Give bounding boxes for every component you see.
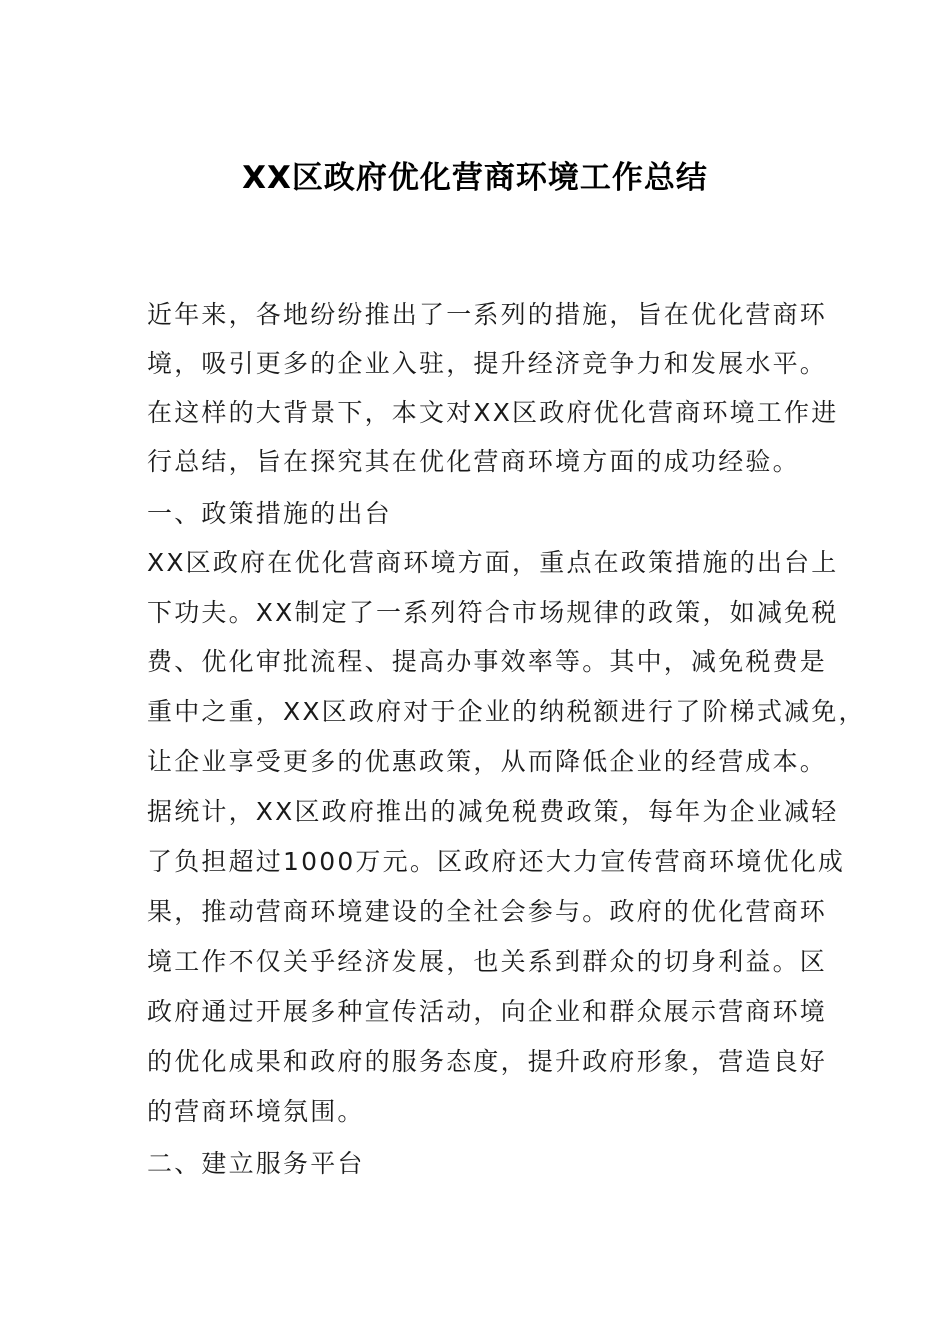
paragraph-line: 重中之重，XX区政府对于企业的纳税额进行了阶梯式减免， [147,697,866,726]
section-heading: 一、政策措施的出台 [147,499,392,528]
paragraph-line: 据统计，XX区政府推出的减免税费政策，每年为企业减轻 [147,797,839,826]
paragraph-line: 费、优化审批流程、提高办事效率等。其中，减免税费是 [147,647,828,676]
paragraph-line: 行总结，旨在探究其在优化营商环境方面的成功经验。 [147,447,800,476]
paragraph-line: 果，推动营商环境建设的全社会参与。政府的优化营商环 [147,897,828,926]
section-heading: 二、建立服务平台 [147,1149,365,1178]
paragraph-line: 境，吸引更多的企业入驻，提升经济竞争力和发展水平。 [147,349,828,378]
paragraph-line: 近年来，各地纷纷推出了一系列的措施，旨在优化营商环 [147,300,828,329]
paragraph-line: 的营商环境氛围。 [147,1097,365,1126]
paragraph-line: XX区政府在优化营商环境方面，重点在政策措施的出台上 [147,548,839,577]
paragraph-line: 的优化成果和政府的服务态度，提升政府形象，营造良好 [147,1047,828,1076]
paragraph-line: 让企业享受更多的优惠政策，从而降低企业的经营成本。 [147,747,828,776]
paragraph-line: 了负担超过1000万元。区政府还大力宣传营商环境优化成 [147,847,846,876]
document-title: XX区政府优化营商环境工作总结 [242,160,708,196]
paragraph-line: 政府通过开展多种宣传活动，向企业和群众展示营商环境 [147,997,828,1026]
paragraph-line: 在这样的大背景下，本文对XX区政府优化营商环境工作进 [147,398,839,427]
paragraph-line: 下功夫。XX制定了一系列符合市场规律的政策，如减免税 [147,598,839,627]
paragraph-line: 境工作不仅关乎经济发展，也关系到群众的切身利益。区 [147,947,828,976]
